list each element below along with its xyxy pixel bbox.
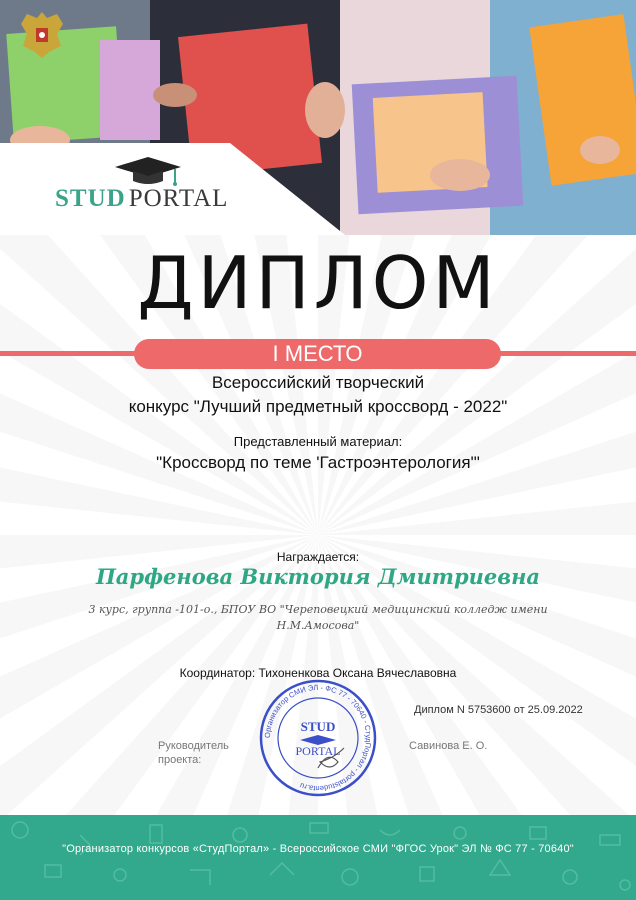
award-label: Награждается: <box>276 550 360 564</box>
russian-coat-of-arms-icon <box>17 8 67 60</box>
project-leader-label <box>158 739 229 767</box>
organization-stamp <box>258 678 378 798</box>
project-leader-name: Савинова Е. О. <box>409 740 488 752</box>
material-value: "Кроссворд по теме 'Гастроэнтерология'" <box>156 453 480 472</box>
contest-line-1: Всероссийский творческий <box>211 373 425 392</box>
project-leader-label-line-1: Руководитель <box>158 740 229 752</box>
logo-part-portal: PORTAL <box>128 185 229 212</box>
logo-part-stud: STUD <box>55 185 126 212</box>
material-label: Представленный материал: <box>233 434 403 449</box>
place-ribbon: I МЕСТО <box>134 339 501 369</box>
recipient-details <box>0 602 636 634</box>
diploma-title: ДИПЛОМ <box>137 241 499 325</box>
footer-band <box>0 815 636 900</box>
footer-organizer-text: "Организатор конкурсов «СтудПортал» - Всероссийское СМИ "ФГОС Урок" ЭЛ № ФС 77 - 70640" <box>62 843 574 855</box>
contest-line-2: конкурс "Лучший предметный кроссворд - 2022" <box>128 397 508 416</box>
recipient-details-line-1: 3 курс, группа -101-о., БПОУ ВО "Череповецкий медицинский колледж имени <box>88 603 548 616</box>
diploma-number: Диплом N 5753600 от 25.09.2022 <box>414 704 583 716</box>
project-leader-label-line-2: проекта: <box>158 754 202 766</box>
stamp-center-1: STUD <box>300 719 336 734</box>
recipient-details-line-2: Н.М.Амосова" <box>276 619 360 632</box>
footer-school-doodles-pattern <box>0 815 636 900</box>
stamp-center-2: PORTAL <box>295 744 341 758</box>
recipient-name: Парфенова Виктория Дмитриевна <box>95 564 541 589</box>
graduation-cap-icon <box>113 155 183 189</box>
logo-text <box>55 185 228 213</box>
coordinator: Координатор: Тихоненкова Оксана Вячеславовна <box>179 666 457 680</box>
studportal-logo <box>55 155 245 215</box>
stamp-ring-text: Организатор СМИ ЭЛ - ФС 77 - 70640 - СтудПортал - portalstudenta.ru <box>262 682 374 794</box>
